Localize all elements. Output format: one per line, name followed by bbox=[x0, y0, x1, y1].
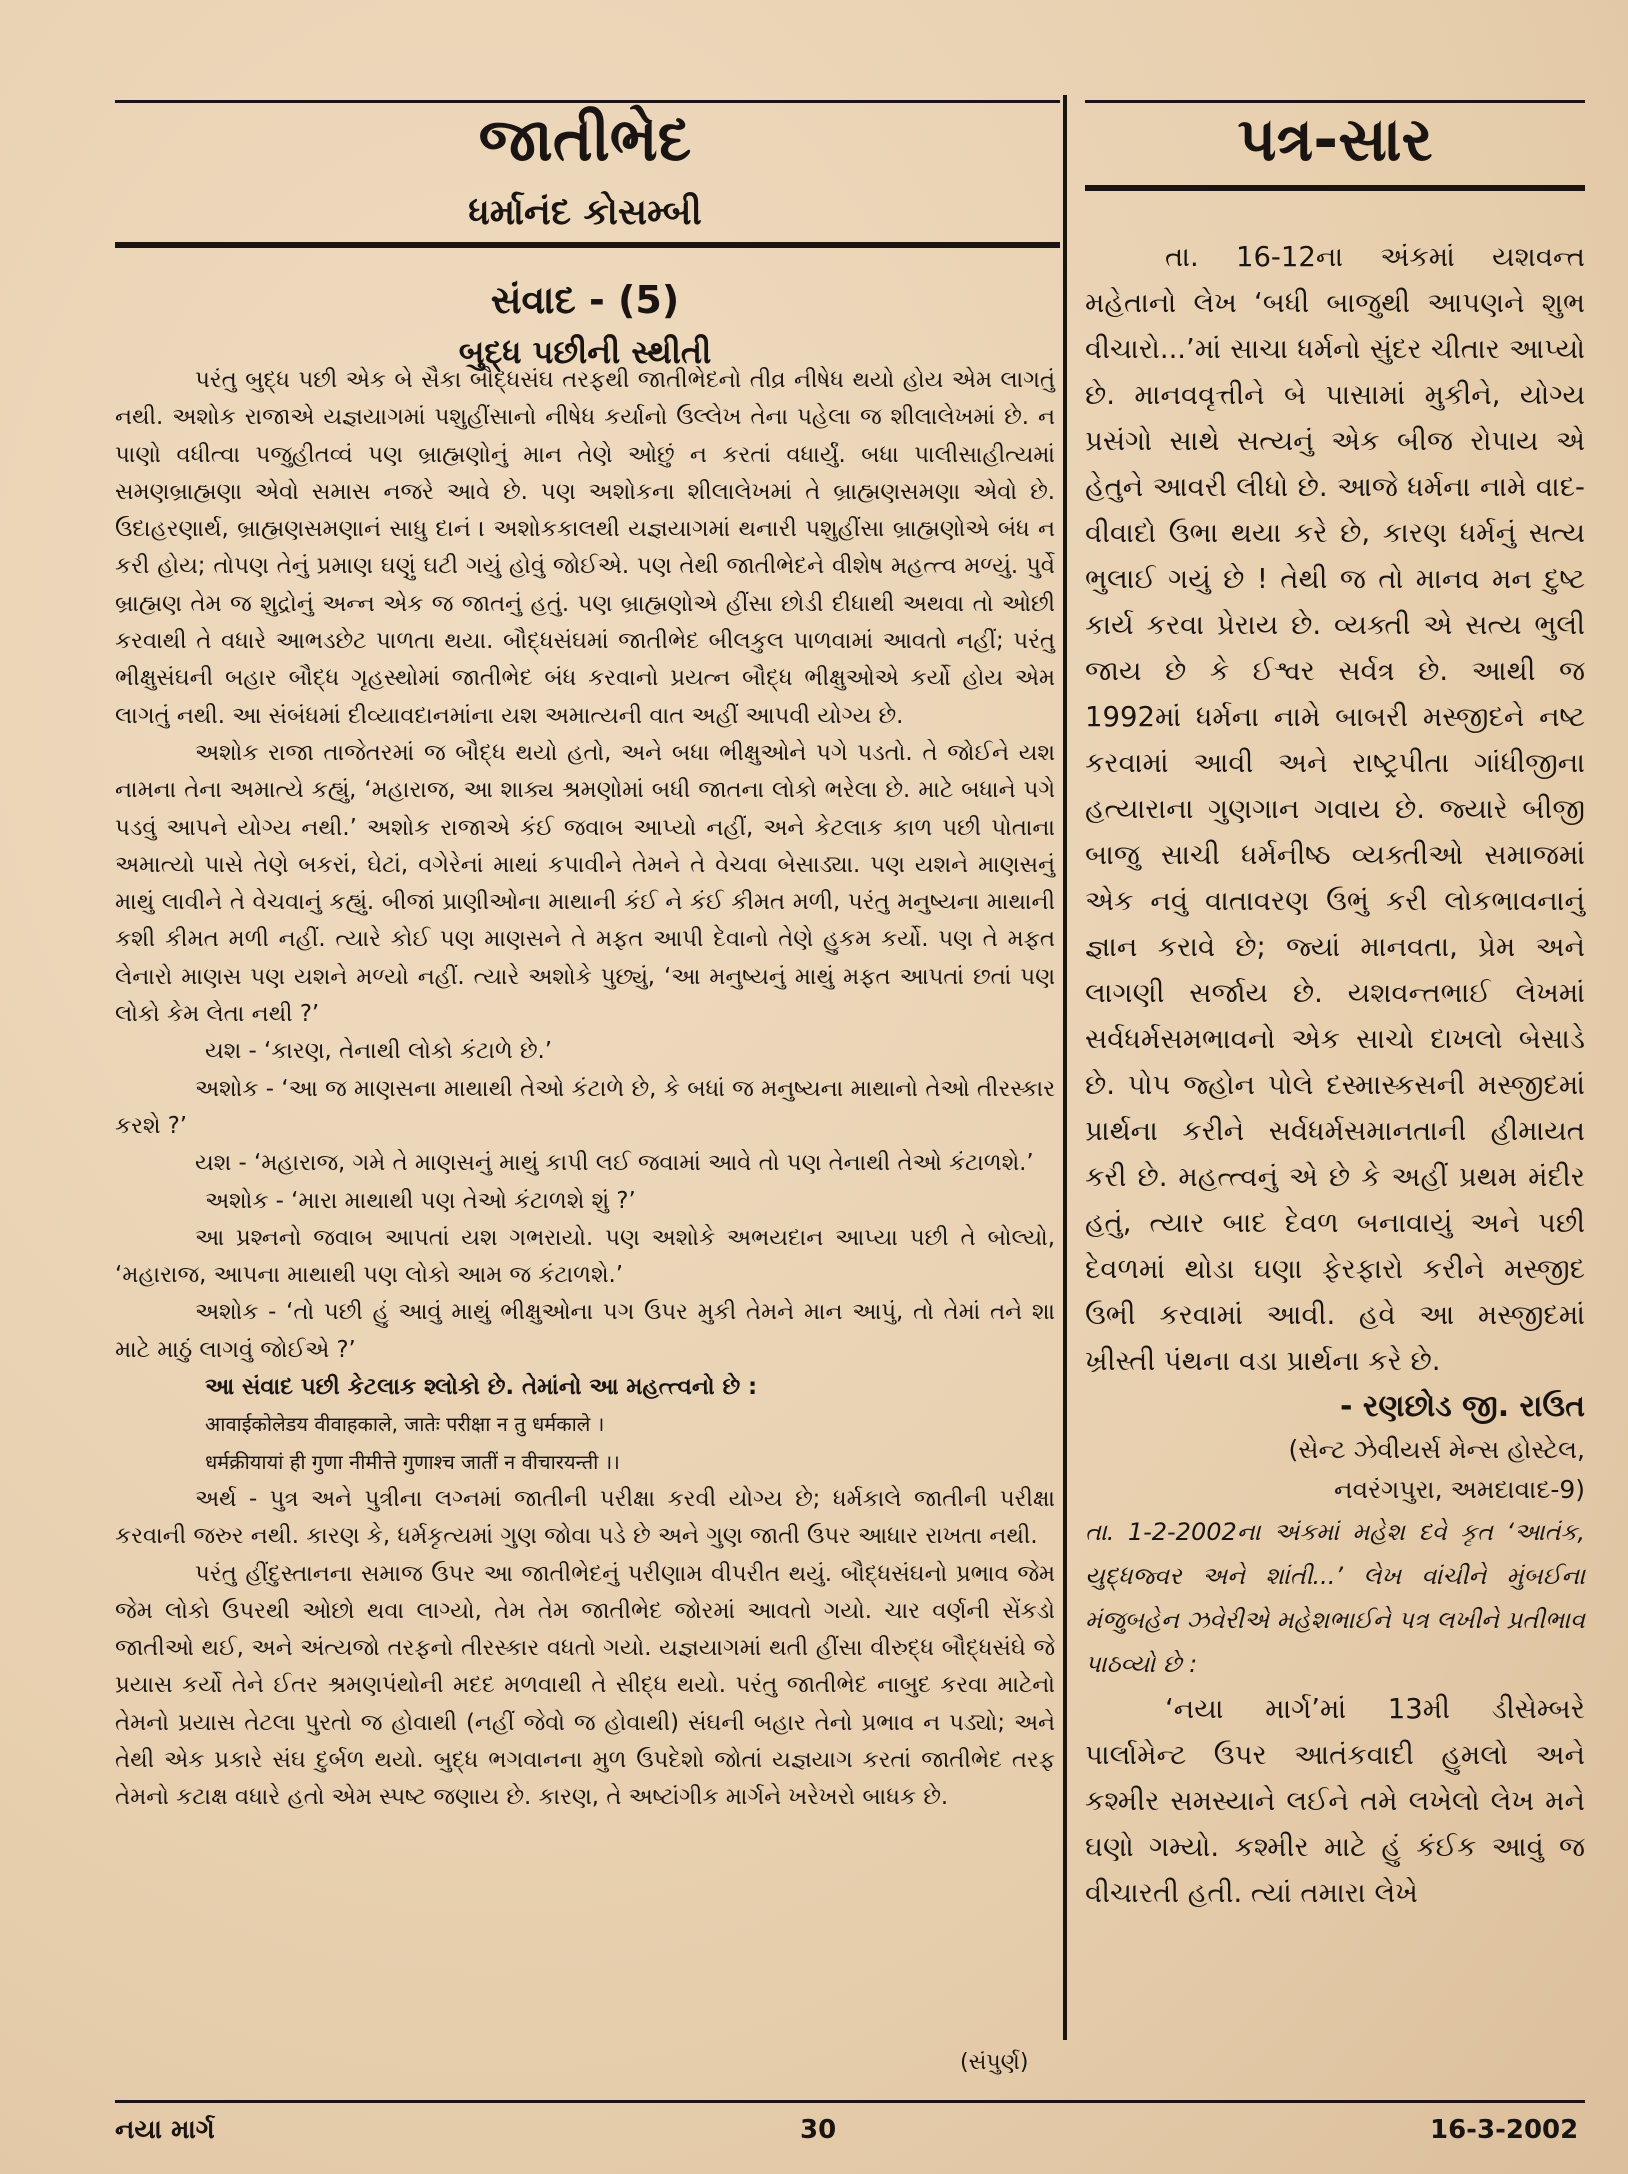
dialogue-line: યશ - ‘મહારાજ, ગમે તે માણસનું માથું કાપી લઈ જવામાં આવે તો પણ તેનાથી તેઓ કંટાળશે.’ bbox=[195, 1150, 1034, 1177]
letter-address-line: નવરંગપુરા, અમદાવાદ-9) bbox=[1333, 1475, 1585, 1504]
paragraph: આ સંવાદ પછી કેટલાક શ્લોકો છે. તેમાંનો આ મહત્ત્વનો છે : bbox=[205, 1374, 758, 1401]
title-rule-right bbox=[1085, 185, 1585, 191]
letter-signature: - રણછોડ જી. રાઉત bbox=[1339, 1389, 1585, 1424]
paragraph: આ પ્રશ્નનો જવાબ આપતાં યશ ગભરાયો. પણ અશોકે અભયદાન આપ્યા પછી તે બોલ્યો, ‘મહારાજ, આપના માથાથી પણ લોકો આમ જ કંટાળશે.’ bbox=[115, 1224, 1055, 1289]
article-end-mark: (સંપુર્ણ) bbox=[960, 2050, 1029, 2075]
top-rule-left bbox=[115, 100, 1060, 103]
sanskrit-verse: आवाईकोलेडय वीवाहकाले, जातेः परीक्षा न तु धर्मकाले । bbox=[205, 1412, 605, 1437]
paragraph: અશોક રાજા તાજેતરમાં જ બૌદ્ધ થયો હતો, અને બધા ભીક્ષુઓને પગે પડતો. તે જોઈને યશ નામના તેના અમાત્યે કહ્યું, ‘મહારાજ, આ શાક્ય શ્રમણોમાં બધી જાતના લોકો ભરેલા છે. માટે બધાને પગે પડવું આપને યોગ્ય નથી.’ અશોક રાજાએ કંઈ જવાબ આપ્યો નહીં, અને કેટલાક કાળ પછી પોતાના અમાત્યો પાસે તેણે બકરાં, ઘેટાં, વગેરેનાં માથાં કપાવીને તેમને તે વેચવા બેસાડ્યા. પણ યશને માણસનું માથું લાવીને તે વેચવાનું કહ્યું. બીજાં પ્રાણીઓના માથાની કંઈ ને કંઈ કીમત મળી, પરંતુ મનુષ્યના માથાની કશી કીમત મળી નહીં. ત્યારે કોઈ પણ માણસને તે મફત આપી દેવાનો તેણે હુકમ કર્યો. પણ તે મફત લેનારો માણસ પણ યશને મળ્યો નહીં. ત્યારે અશોકે પુછ્યું, ‘આ મનુષ્યનું માથું મફત આપતાં છતાં પણ લોકો કેમ લેતા નથી ?’ bbox=[115, 739, 1055, 1028]
dialogue-line: અશોક - ‘આ જ માણસના માથાથી તેઓ કંટાળે છે, કે બધાં જ મનુષ્યના માથાનો તેઓ તીરસ્કાર કરશે ?’ bbox=[115, 1075, 1055, 1139]
footer-date: 16-3-2002 bbox=[1430, 2115, 1579, 2145]
sanskrit-verse: धर्मक्रीयायां ही गुणा नीमीत्ते गुणाश्च जातीं न वीचारयन्ती ।। bbox=[205, 1449, 620, 1474]
dialogue-line: અશોક - ‘મારા માથાથી પણ તેઓ કંટાળશે શું ?’ bbox=[205, 1187, 636, 1214]
article-body bbox=[115, 362, 1055, 1817]
article-title: જાતીભેદ bbox=[478, 105, 692, 175]
footer-page-number: 30 bbox=[800, 2115, 837, 2145]
section-subheading: બુદ્ધ પછીની સ્થીતી bbox=[458, 333, 712, 371]
paragraph: પરંતુ બુદ્ધ પછી એક બે સૈકા બૌદ્ધસંઘ તરફથી જાતીભેદનો તીવ્ર નીષેધ થયો હોય એમ લાગતું નથી. અશોક રાજાએ યજ્ઞયાગમાં પશુહીંસાનો નીષેધ કર્યાનો ઉલ્લેખ તેના પહેલા જ શીલાલેખમાં છે. ન પાણો વધીત્વા પજુહીતવ્વં પણ બ્રાહ્મણોનું માન તેણે ઓછું ન કરતાં વધાર્યું. બધા પાલીસાહીત્યમાં સમણબ્રાહ્મણા એવો સમાસ નજરે આવે છે. પણ અશોકના શીલાલેખમાં તે બ્રાહ્મણસમણા એવો છે. ઉદાહરણાર્થ, બ્રાહ્મણસમણાનં સાધુ દાનં । અશોકકાલથી યજ્ઞયાગમાં થનારી પશુહીંસા બ્રાહ્મણોએ બંધ ન કરી હોય; તોપણ તેનું પ્રમાણ ઘણું ઘટી ગયું હોવું જોઈએ. પણ તેથી જાતીભેદને વીશેષ મહત્ત્વ મળ્યું. પુર્વે બ્રાહ્મણ તેમ જ શુદ્રોનું અન્ન એક જ જાતનું હતું. પણ બ્રાહ્મણોએ હીંસા છોડી દીધાથી અથવા તો ઓછી કરવાથી તે વધારે આભડછેટ પાળતા થયા. બૌદ્ધસંઘમાં જાતીભેદ બીલકુલ પાળવામાં આવતો નહીં; પરંતુ ભીક્ષુસંઘની બહાર બૌદ્ધ ગૃહસ્થોમાં જાતીભેદ બંધ કરવાનો પ્રયત્ન બૌદ્ધ ભીક્ષુઓએ કર્યો હોય એમ લાગતું નથી. આ સંબંધમાં દીવ્યાવદાનમાંના યશ અમાત્યની વાત અહીં આપવી યોગ્ય છે. bbox=[115, 367, 1055, 729]
column-title: પત્ર-સાર bbox=[1237, 105, 1433, 175]
footer-rule bbox=[115, 2100, 1585, 2103]
column-divider bbox=[1063, 95, 1067, 2040]
section-heading: સંવાદ - (5) bbox=[490, 278, 680, 322]
footer-publication: નયા માર્ગ bbox=[115, 2115, 215, 2145]
title-rule-left bbox=[115, 242, 1060, 248]
top-rule-right bbox=[1085, 100, 1585, 103]
paragraph: પરંતુ હીંદુસ્તાનના સમાજ ઉપર આ જાતીભેદનું પરીણામ વીપરીત થયું. બૌદ્ધસંઘનો પ્રભાવ જેમ જેમ લોકો ઉપરથી ઓછો થવા લાગ્યો, તેમ તેમ જાતીભેદ જોરમાં આવતો ગયો. ચાર વર્ણની સેંકડો જાતીઓ થઈ, અને અંત્યજો તરફનો તીરસ્કાર વધતો ગયો. યજ્ઞયાગમાં થતી હીંસા વીરુદ્ધ બૌદ્ધસંઘે જે પ્રયાસ કર્યો તેને ઈતર શ્રમણપંથોની મદદ મળવાથી તે સીદ્ધ થયો. પરંતુ જાતીભેદ નાબુદ કરવા માટેનો તેમનો પ્રયાસ તેટલા પુરતો જ હોવાથી (નહીં જેવો જ હોવાથી) સંઘની બહાર તેનો પ્રભાવ ન પડ્યો; અને તેથી એક પ્રકારે સંઘ દુર્બળ થયો. બુદ્ધ ભગવાનના મુળ ઉપદેશો જોતાં યજ્ઞયાગ કરતાં જાતીભેદ તરફ તેમનો કટાક્ષ વધારે હતો એમ સ્પષ્ટ જણાય છે. કારણ, તે અષ્ટાંગીક માર્ગને ખરેખરો બાધક છે. bbox=[115, 1560, 1055, 1811]
letter-text: તા. 16-12ના અંકમાં યશવન્ત મહેતાનો લેખ ‘બધી બાજુથી આપણને શુભ વીચારો...’માં સાચા ધર્મનો સુંદર ચીતાર આપ્યો છે. માનવવૃત્તીને બે પાસામાં મુકીને, યોગ્ય પ્રસંગો સાથે સત્યનું એક બીજ રોપાય એ હેતુને આવરી લીધો છે. આજે ધર્મના નામે વાદ-વીવાદો ઉભા થયા કરે છે, કારણ ધર્મનું સત્ય ભુલાઈ ગયું છે ! તેથી જ તો માનવ મન દુષ્ટ કાર્ય કરવા પ્રેરાય છે. વ્યક્તી એ સત્ય ભુલી જાય છે કે ઈશ્વર સર્વત્ર છે. આથી જ 1992માં ધર્મના નામે બાબરી મસ્જીદને નષ્ટ કરવામાં આવી અને રાષ્ટ્રપીતા ગાંધીજીના હત્યારાના ગુણગાન ગવાય છે. જ્યારે બીજી બાજુ સાચી ધર્મનીષ્ઠ વ્યક્તીઓ સમાજમાં એક નવું વાતાવરણ ઉભું કરી લોકભાવનાનું જ્ઞાન કરાવે છે; જ્યાં માનવતા, પ્રેમ અને લાગણી સર્જાય છે. યશવન્તભાઈ લેખમાં સર્વધર્મસમભાવનો એક સાચો દાખલો બેસાડે છે. પોપ જ્હોન પોલે દસ્માસ્કસની મસ્જીદમાં પ્રાર્થના કરીને સર્વધર્મસમાનતાની હીમાયત કરી છે. મહત્ત્વનું એ છે કે અહીં પ્રથમ મંદીર હતું, ત્યાર બાદ દેવળ બનાવાયું અને પછી દેવળમાં થોડા ઘણા ફેરફારો કરીને મસ્જીદ ઉભી કરવામાં આવી. હવે આ મસ્જીદમાં ખ્રીસ્તી પંથના વડા પ્રાર્થના કરે છે. bbox=[1085, 241, 1585, 1377]
dialogue-line: યશ - ‘કારણ, તેનાથી લોકો કંટાળે છે.’ bbox=[205, 1038, 553, 1065]
paragraph: અર્થ - પુત્ર અને પુત્રીના લગ્નમાં જાતીની પરીક્ષા કરવી યોગ્ય છે; ધર્મકાલે જાતીની પરીક્ષા કરવાની જરુર નથી. કારણ કે, ધર્મકૃત્યમાં ગુણ જોવા પડે છે અને ગુણ જાતી ઉપર આધાર રાખતા નથી. bbox=[115, 1485, 1055, 1550]
letter-address-line: (સેન્ટ ઝેવીયર્સ મેન્સ હોસ્ટેલ, bbox=[1288, 1435, 1585, 1464]
letter-intro: તા. 1-2-2002ના અંકમાં મહેશ દવે કૃત ‘આતંક, યુદ્ધજ્વર અને શાંતી...’ લેખ વાંચીને મુંબઈના મંજુબહેન ઝવેરીએ મહેશભાઈને પત્ર લખીને પ્રતીભાવ પાઠવ્યો છે : bbox=[1085, 1518, 1585, 1678]
letters-body bbox=[1085, 234, 1585, 1916]
letter-text: ‘નયા માર્ગ’માં 13મી ડીસેમ્બરે પાર્લામેન્ટ ઉપર આતંકવાદી હુમલો અને કશ્મીર સમસ્યાને લઈને તમે લખેલો લેખ મને ઘણો ગમ્યો. કશ્મીર માટે હું કંઈક આવું જ વીચારતી હતી. ત્યાં તમારા લેખે bbox=[1085, 1693, 1585, 1909]
dialogue-line: અશોક - ‘તો પછી હું આવું માથું ભીક્ષુઓના પગ ઉપર મુકી તેમને માન આપું, તો તેમાં તને શા માટે માઠું લાગવું જોઈએ ?’ bbox=[115, 1299, 1055, 1363]
article-author: ધર્માનંદ કોસમ્બી bbox=[468, 192, 702, 233]
